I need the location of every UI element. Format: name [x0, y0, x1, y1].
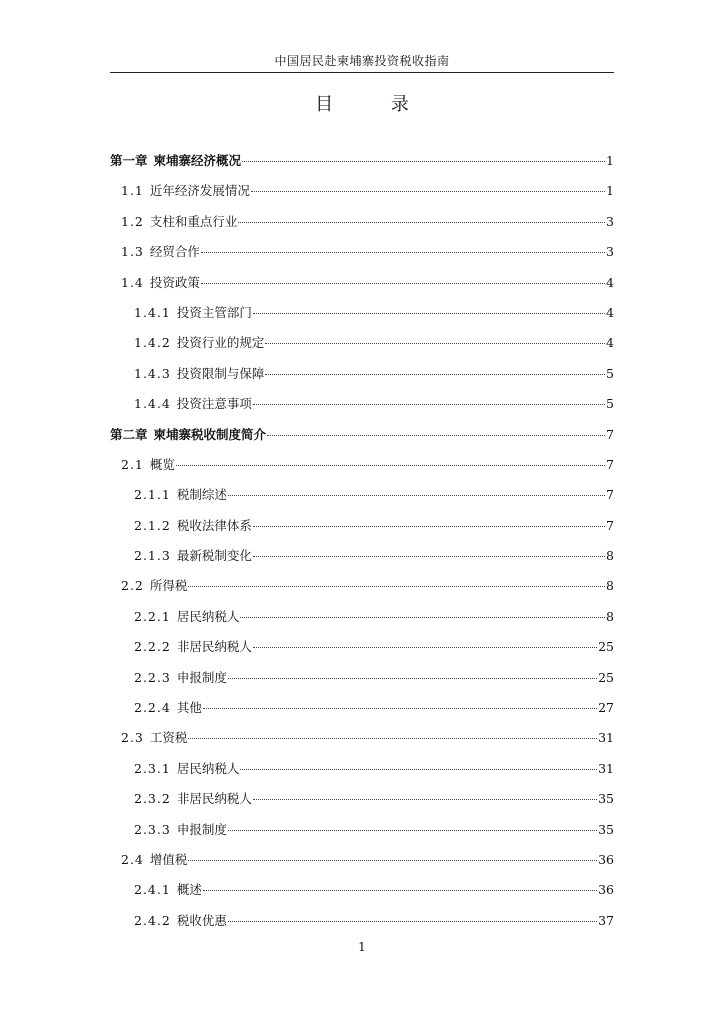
toc-entry-title: 投资政策 [149, 274, 200, 290]
toc-entry-title: 最新税制变化 [176, 548, 252, 564]
toc-entry[interactable] [110, 364, 614, 394]
dot-leader [188, 738, 597, 739]
toc-entry[interactable] [110, 546, 614, 576]
toc-entry-number: 2.2.2 [134, 639, 171, 655]
toc-entry[interactable] [110, 333, 614, 363]
toc-entry-page: 4 [606, 335, 614, 351]
toc-entry-number: 1.4.3 [134, 365, 171, 381]
toc-entry-page: 1 [606, 153, 614, 168]
toc-entry[interactable] [110, 728, 614, 758]
dot-leader [253, 647, 597, 648]
toc-entry-number: 2.3.3 [134, 821, 171, 837]
dot-leader [253, 556, 605, 557]
dot-leader [201, 283, 605, 284]
dot-leader [228, 921, 597, 922]
toc-entry[interactable] [110, 181, 614, 211]
dot-leader [242, 161, 605, 162]
toc-entry-number: 2.4.2 [134, 912, 171, 928]
toc-entry[interactable] [110, 394, 614, 424]
toc-entry[interactable] [110, 455, 614, 485]
toc-entry[interactable] [110, 607, 614, 637]
toc-entry[interactable] [110, 668, 614, 698]
toc-entry-number: 1.1 [121, 183, 144, 199]
dot-leader [253, 404, 605, 405]
dot-leader [228, 495, 605, 496]
toc-entry-page: 7 [606, 456, 614, 472]
toc-entry-number: 第二章 [110, 426, 148, 442]
toc-entry-page: 35 [598, 791, 614, 807]
toc-entry-title: 概述 [176, 882, 202, 898]
toc-entry-title: 投资行业的规定 [176, 335, 265, 351]
toc-entry[interactable] [110, 850, 614, 880]
dot-leader [267, 435, 605, 436]
toc-entry-title: 工资税 [149, 730, 188, 746]
toc-entry-number: 1.4 [121, 274, 144, 290]
toc-entry-number: 第一章 [110, 153, 148, 168]
dot-leader [188, 586, 605, 587]
dot-leader [251, 191, 605, 192]
dot-leader [203, 890, 597, 891]
toc-entry-number: 1.2 [121, 213, 144, 229]
dot-leader [203, 708, 597, 709]
dot-leader [240, 617, 605, 618]
toc-entry[interactable] [110, 273, 614, 303]
toc-entry-page: 3 [606, 244, 614, 260]
toc-entry-number: 2.3 [121, 730, 144, 746]
toc-entry-page: 37 [598, 912, 614, 928]
toc-entry-page: 7 [606, 487, 614, 503]
dot-leader [228, 678, 597, 679]
toc-entry-number: 1.3 [121, 244, 144, 260]
dot-leader [240, 769, 597, 770]
toc-entry[interactable] [110, 789, 614, 819]
toc-entry-page: 31 [598, 730, 614, 746]
toc-entry-title: 支柱和重点行业 [149, 213, 238, 229]
toc-entry-page: 27 [598, 700, 614, 716]
toc-entry-page: 36 [598, 851, 614, 867]
toc-entry-page: 7 [606, 426, 614, 442]
dot-leader [265, 374, 605, 375]
toc-entry-title: 其他 [176, 700, 202, 716]
toc-entry-page: 8 [606, 578, 614, 594]
toc-entry-number: 2.2.3 [134, 669, 171, 685]
dot-leader [253, 799, 597, 800]
toc-entry-title: 非居民纳税人 [176, 639, 252, 655]
dot-leader [176, 465, 605, 466]
header-rule [110, 72, 614, 73]
toc-entry-page: 7 [606, 517, 614, 533]
running-header: 中国居民赴柬埔寨投资税收指南 [274, 54, 450, 68]
toc-entry-title: 税收优惠 [176, 912, 227, 928]
toc-entry-page: 4 [606, 304, 614, 320]
dot-leader [253, 313, 605, 314]
toc-entry-page: 5 [606, 365, 614, 381]
toc-entry-page: 5 [606, 396, 614, 412]
toc-entry[interactable] [110, 759, 614, 789]
toc-entry[interactable] [110, 212, 614, 242]
toc-entry-number: 2.1.2 [134, 517, 171, 533]
toc-entry-page: 25 [598, 669, 614, 685]
toc-entry-title: 税收法律体系 [176, 517, 252, 533]
toc-entry-number: 2.1.1 [134, 487, 171, 503]
toc-entry-page: 31 [598, 760, 614, 776]
toc-entry-page: 25 [598, 639, 614, 655]
toc-entry-title: 投资注意事项 [176, 396, 252, 412]
toc-entry-page: 4 [606, 274, 614, 290]
toc-entry-title: 所得税 [149, 578, 188, 594]
toc-entry[interactable] [110, 576, 614, 606]
toc-entry-page: 1 [606, 183, 614, 199]
toc-entry-number: 2.1.3 [134, 548, 171, 564]
dot-leader [265, 343, 605, 344]
toc-entry[interactable] [110, 698, 614, 728]
dot-leader [188, 860, 597, 861]
toc-entry-title: 居民纳税人 [176, 608, 240, 624]
toc-entry-number: 2.2.4 [134, 700, 171, 716]
toc-entry[interactable] [110, 151, 614, 181]
toc-entry[interactable] [110, 425, 614, 455]
toc-entry-number: 1.4.2 [134, 335, 171, 351]
toc-entry-title: 经贸合作 [149, 244, 200, 260]
toc-entry-number: 2.2.1 [134, 608, 171, 624]
toc-entry-title: 非居民纳税人 [176, 791, 252, 807]
toc-entry[interactable] [110, 516, 614, 546]
table-of-contents [110, 151, 614, 941]
dot-leader [201, 252, 605, 253]
toc-entry-number: 1.4.4 [134, 396, 171, 412]
toc-entry-title: 增值税 [149, 851, 188, 867]
dot-leader [228, 830, 597, 831]
toc-entry[interactable] [110, 880, 614, 910]
toc-entry[interactable] [110, 303, 614, 333]
toc-entry-title: 申报制度 [176, 669, 227, 685]
toc-entry-title: 概览 [149, 456, 175, 472]
toc-entry-number: 2.4.1 [134, 882, 171, 898]
toc-entry-number: 2.1 [121, 456, 144, 472]
toc-heading: 目 录 [315, 94, 435, 115]
toc-entry[interactable] [110, 242, 614, 272]
toc-entry-number: 2.2 [121, 578, 144, 594]
toc-entry-number: 2.3.2 [134, 791, 171, 807]
toc-entry-page: 8 [606, 608, 614, 624]
toc-entry[interactable] [110, 637, 614, 667]
toc-entry-title: 投资主管部门 [176, 304, 252, 320]
toc-entry-title: 投资限制与保障 [176, 365, 265, 381]
toc-entry[interactable] [110, 820, 614, 850]
toc-entry-page: 3 [606, 213, 614, 229]
toc-entry[interactable] [110, 485, 614, 515]
dot-leader [238, 222, 605, 223]
toc-entry-title: 近年经济发展情况 [149, 183, 250, 199]
toc-entry[interactable] [110, 911, 614, 941]
toc-entry-page: 36 [598, 882, 614, 898]
toc-entry-title: 申报制度 [176, 821, 227, 837]
toc-entry-title: 柬埔寨税收制度简介 [153, 426, 267, 442]
toc-entry-number: 2.3.1 [134, 760, 171, 776]
toc-entry-page: 35 [598, 821, 614, 837]
toc-entry-title: 税制综述 [176, 487, 227, 503]
toc-entry-number: 2.4 [121, 851, 144, 867]
dot-leader [253, 526, 605, 527]
toc-entry-number: 1.4.1 [134, 304, 171, 320]
toc-entry-page: 8 [606, 548, 614, 564]
page-number: 1 [358, 940, 366, 954]
toc-entry-title: 柬埔寨经济概况 [153, 153, 242, 168]
toc-entry-title: 居民纳税人 [176, 760, 240, 776]
